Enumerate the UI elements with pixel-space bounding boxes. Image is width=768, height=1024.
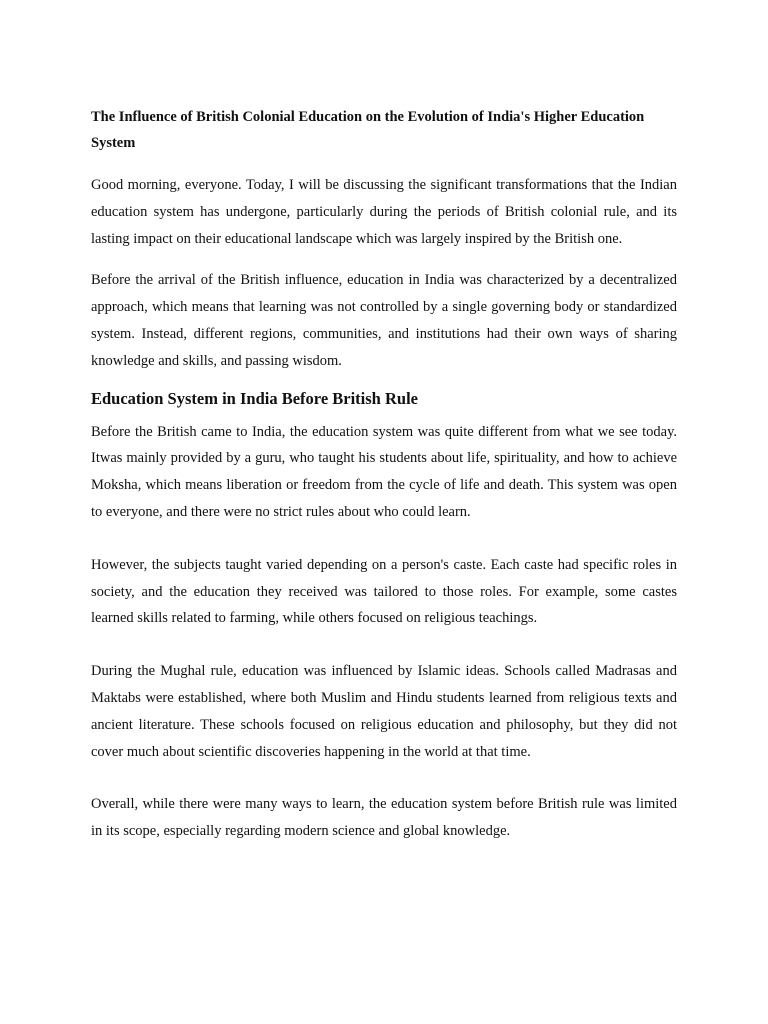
- document-body: [91, 104, 677, 845]
- intro-paragraph: Good morning, everyone. Today, I will be discussing the significant transformations that the Indian education system has undergone, particularly during the periods of British colonial rule, and its lasting impact on their educational landscape which was largely inspired by the British one.: [91, 177, 677, 247]
- section-paragraph: However, the subjects taught varied depending on a person's caste. Each caste had specific roles in society, and the education they received was tailored to those roles. For example, some castes learned skills related to farming, while others focused on religious teachings.: [91, 556, 677, 627]
- intro-paragraph: Before the arrival of the British influence, education in India was characterized by a decentralized approach, which means that learning was not controlled by a single governing body or standardized system. Instead, different regions, communities, and institutions had their own ways of sharing knowledge and skills, and passing wisdom.: [91, 272, 677, 369]
- section-paragraph: Before the British came to India, the education system was quite different from what we see today. Itwas mainly provided by a guru, who taught his students about life, spirituality, and how to achieve Moksha, which means liberation or freedom from the cycle of life and death. This system was open to everyone, and there were no strict rules about who could learn.: [91, 423, 677, 520]
- document-title: The Influence of British Colonial Education on the Evolution of India's Higher Education System: [91, 109, 645, 151]
- section-paragraph: Overall, while there were many ways to learn, the education system before British rule was limited in its scope, especially regarding modern science and global knowledge.: [91, 796, 677, 840]
- section-heading: Education System in India Before British Rule: [91, 388, 418, 408]
- section-paragraph: During the Mughal rule, education was influenced by Islamic ideas. Schools called Madrasas and Maktabs were established, where both Muslim and Hindu students learned from religious texts and ancient literature. These schools focused on religious education and philosophy, but they did not cover much about scientific discoveries happening in the world at that time.: [91, 663, 677, 760]
